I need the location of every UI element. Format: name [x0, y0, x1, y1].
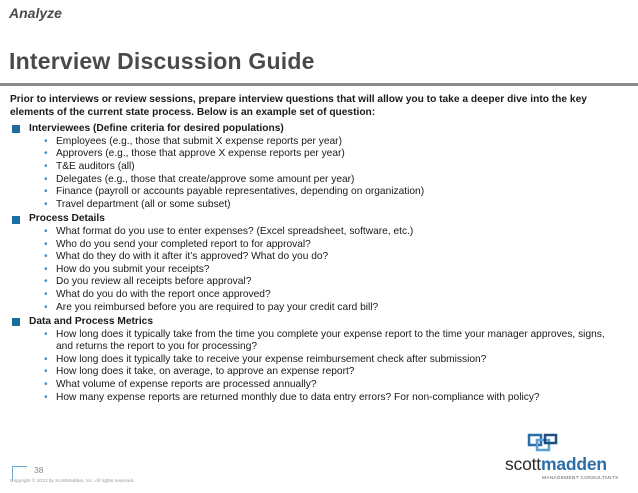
section-heading-text: Data and Process Metrics	[29, 316, 154, 328]
list-item: • What format do you use to enter expenses? (Excel spreadsheet, software, etc.)	[44, 226, 620, 239]
list-item: • How many expense reports are returned monthly due to data entry errors? For non-compliance with policy?	[44, 392, 620, 405]
section-heading	[10, 316, 620, 329]
list-item: • What do you do with the report once approved?	[44, 289, 620, 302]
section-2	[10, 316, 620, 404]
list-item: • T&E auditors (all)	[44, 161, 620, 174]
list-item: • How do you submit your receipts?	[44, 264, 620, 277]
logo-wordmark	[505, 454, 607, 475]
square-bullet-icon	[12, 216, 20, 224]
list-item: • How long does it take, on average, to approve an expense report?	[44, 366, 620, 379]
content-area	[10, 94, 620, 404]
list-item: • Are you reimbursed before you are required to pay your credit card bill?	[44, 302, 620, 315]
section-0	[10, 123, 620, 211]
page-title: Interview Discussion Guide	[9, 48, 315, 74]
section-heading	[10, 213, 620, 226]
sections-list	[10, 123, 620, 404]
page-number: 38	[34, 465, 44, 475]
list-item: • How long does it typically take from the time you complete your expense report to the time your manager approves, signs, and returns the report to you for processing?	[44, 329, 620, 354]
logo-tagline: MANAGEMENT CONSULTANTS	[542, 475, 619, 480]
list-item: • What do they do with it after it’s approved? What do you do?	[44, 251, 620, 264]
list-item: • Travel department (all or some subset)	[44, 199, 620, 212]
list-item: • What volume of expense reports are processed annually?	[44, 379, 620, 392]
copyright-notice: Copyright © 2013 by ScottMadden, Inc. All rights reserved.	[10, 479, 135, 484]
section-heading-text: Interviewees (Define criteria for desired populations)	[29, 123, 284, 135]
title-divider	[0, 83, 638, 86]
section-heading-text: Process Details	[29, 213, 105, 225]
slide-kicker: Analyze	[9, 5, 62, 21]
list-item: • Approvers (e.g., those that approve X expense reports per year)	[44, 148, 620, 161]
list-item: • Employees (e.g., those that submit X expense reports per year)	[44, 136, 620, 149]
bullet-list	[10, 329, 620, 405]
list-item: • Delegates (e.g., those that create/approve some amount per year)	[44, 174, 620, 187]
logo-mark-icon	[527, 433, 559, 453]
list-item: • Who do you send your completed report to for approval?	[44, 239, 620, 252]
scottmadden-logo	[505, 433, 628, 488]
intro-text: Prior to interviews or review sessions, prepare interview questions that will allow you to take a deeper dive into the key elements of the current state process. Below is an example set of question:	[10, 94, 587, 118]
logo-word-scott: scott	[505, 454, 541, 474]
list-item: • How long does it typically take to receive your expense reimbursement check after submission?	[44, 354, 620, 367]
square-bullet-icon	[12, 318, 20, 326]
list-item: • Finance (payroll or accounts payable representatives, depending on organization)	[44, 186, 620, 199]
section-1	[10, 213, 620, 314]
bullet-list	[10, 136, 620, 212]
square-bullet-icon	[12, 125, 20, 133]
logo-word-madden: madden	[540, 454, 607, 474]
section-heading	[10, 123, 620, 136]
bullet-list	[10, 226, 620, 314]
list-item: • Do you review all receipts before approval?	[44, 276, 620, 289]
